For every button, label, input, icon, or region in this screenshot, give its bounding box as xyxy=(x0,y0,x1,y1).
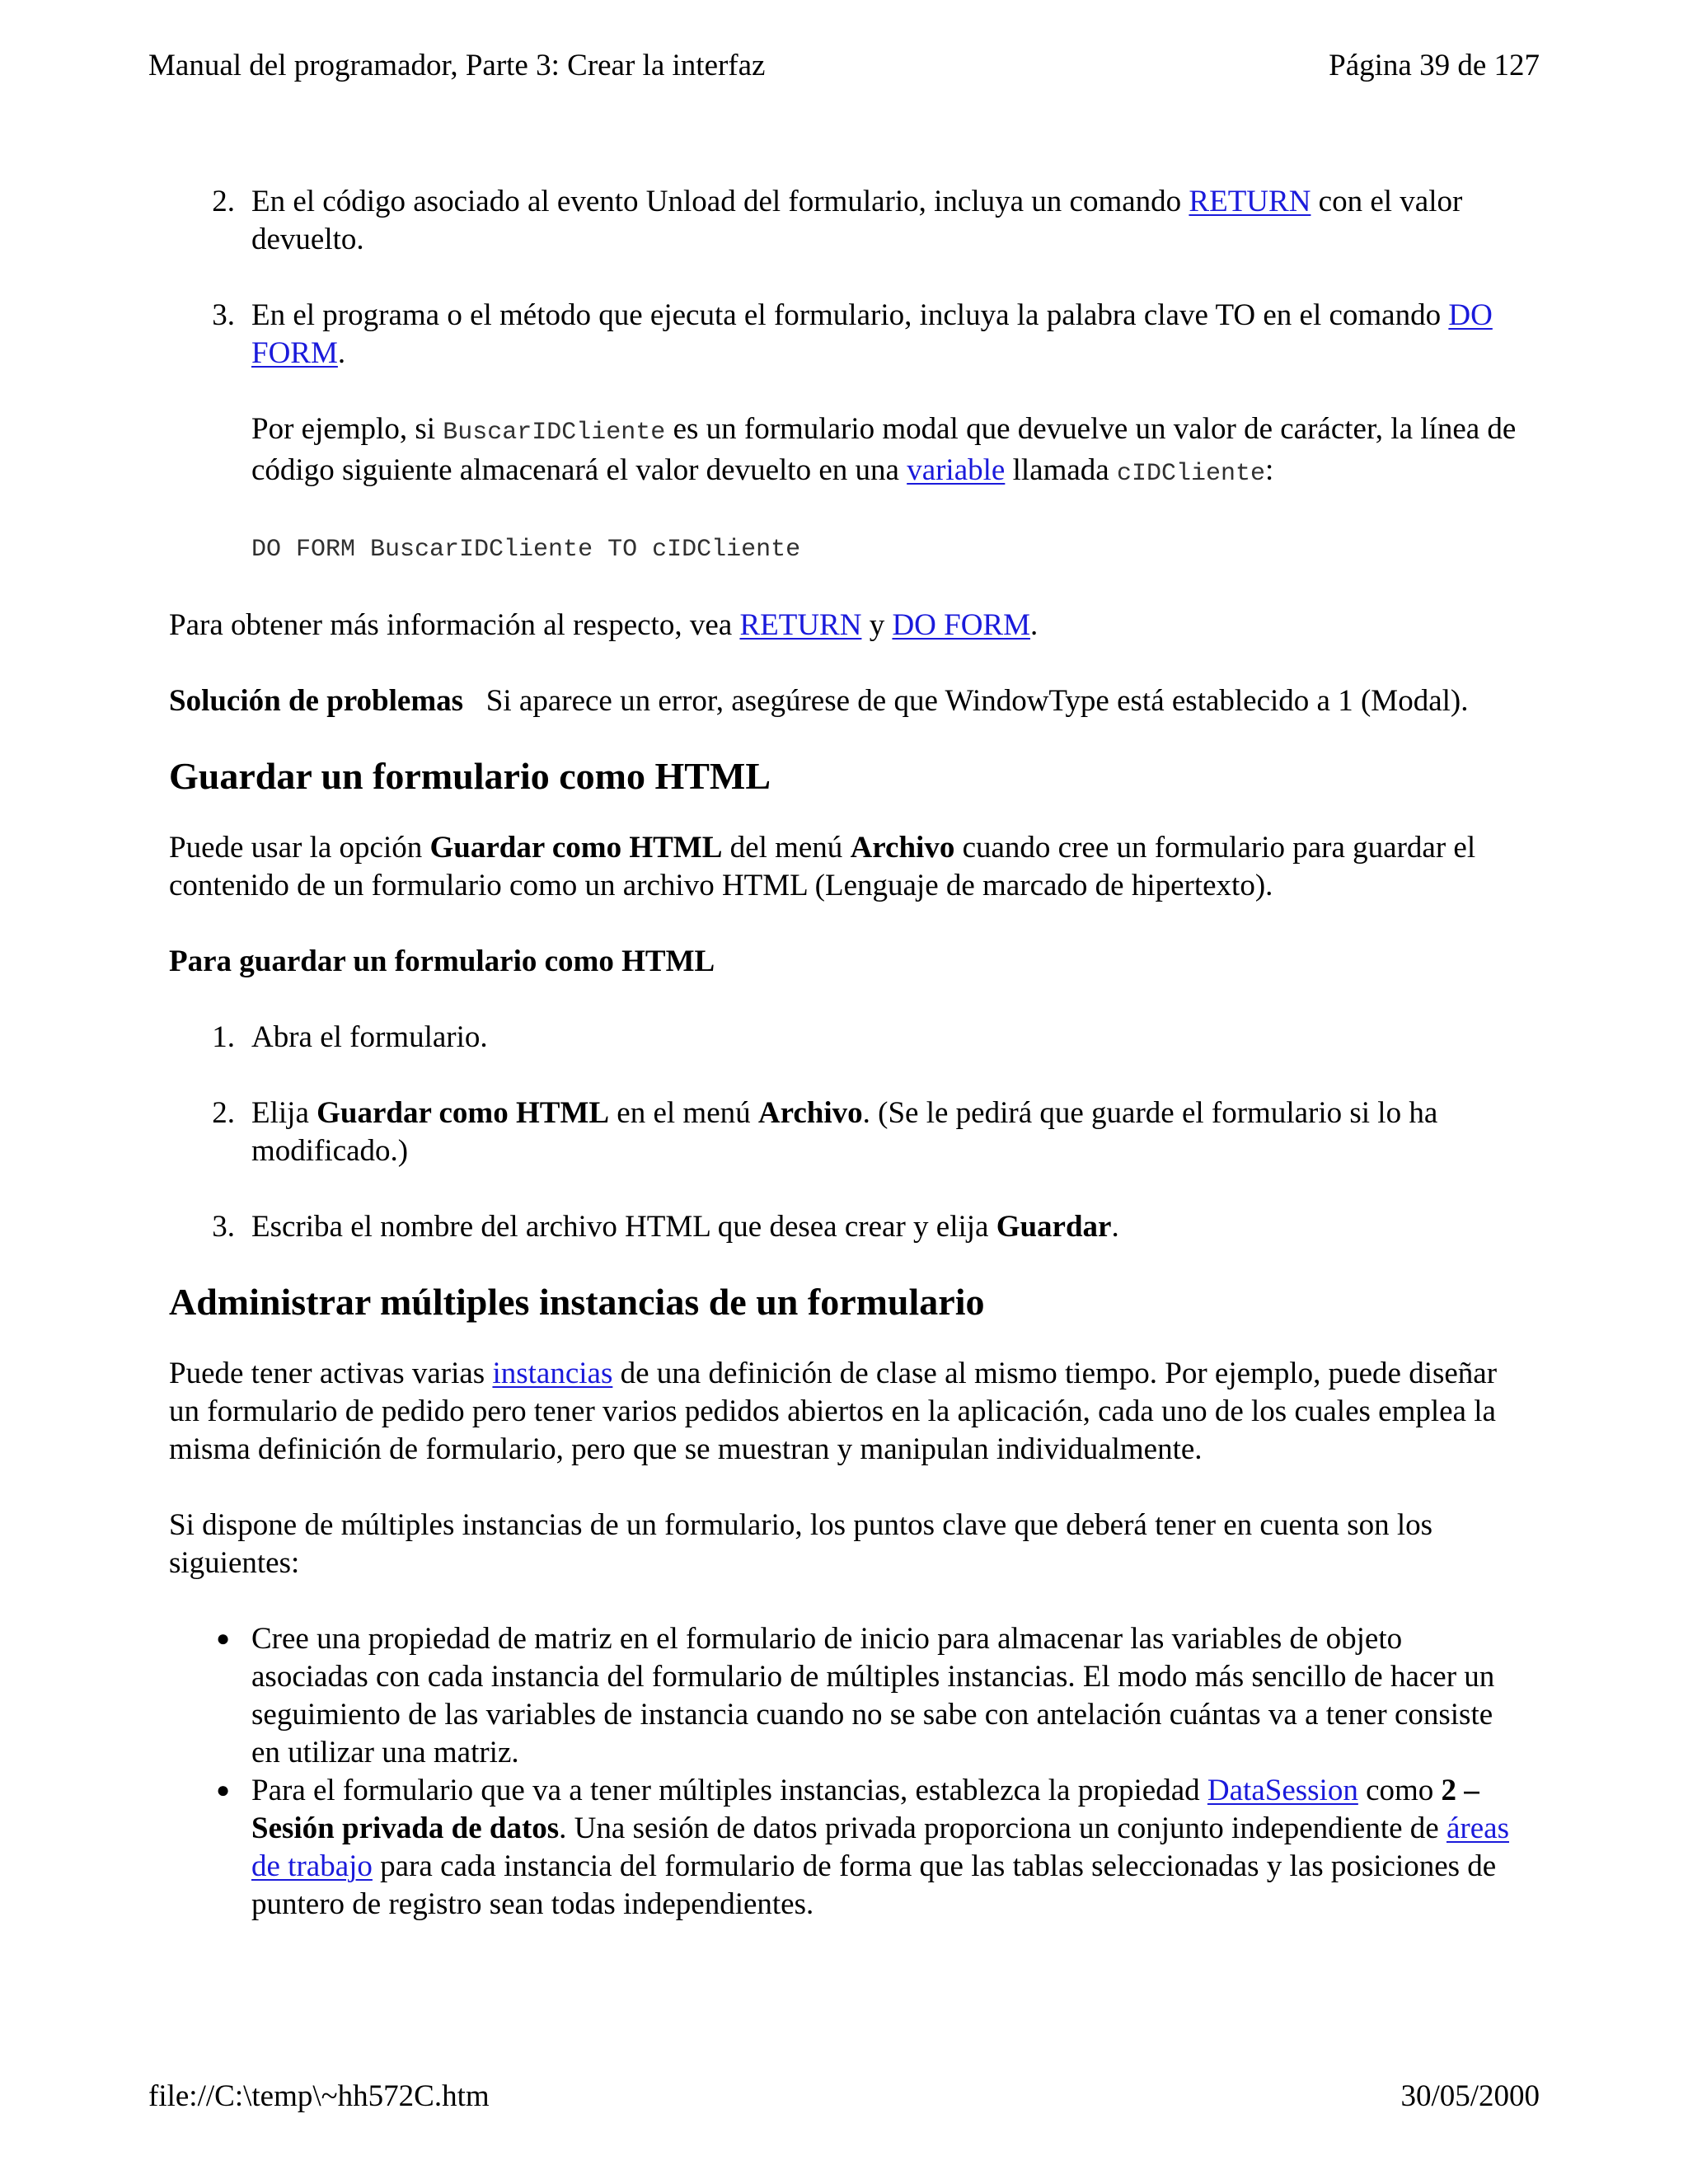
list-text: En el programa o el método que ejecuta el formulario, incluya la palabra clave TO en el comando DO FORM. xyxy=(251,298,1493,370)
code-block: DO FORM BuscarIDCliente TO cIDCliente xyxy=(251,536,801,564)
section-paragraph: Si dispone de múltiples instancias de un formulario, los puntos clave que deberá tener en cuenta son los siguientes: xyxy=(169,1508,1433,1580)
section-paragraph: Puede tener activas varias instancias de una definición de clase al mismo tiempo. Por ejemplo, puede diseñar un formulario de pedido pero tener varios pedidos abiertos en la aplicación, cada uno de los cuales emplea la misma definición de formulario, pero que se muestran y manipulan individualmente. xyxy=(169,1357,1498,1466)
file-path: file://C:\temp\~hh572C.htm xyxy=(148,2079,490,2113)
page-header xyxy=(148,48,1540,84)
page-number: Página 39 de 127 xyxy=(1329,49,1540,82)
do-form-link[interactable]: DO FORM xyxy=(251,298,1493,370)
datasession-link[interactable]: DataSession xyxy=(1207,1774,1358,1807)
more-info-paragraph: Para obtener más información al respecto, vea RETURN y DO FORM. xyxy=(169,608,1039,642)
variable-link[interactable]: variable xyxy=(907,453,1006,487)
troubleshooting-paragraph: Solución de problemas Si aparece un error, asegúrese de que WindowType está establecido a 1 (Modal). xyxy=(169,684,1469,718)
bullet-icon: ● xyxy=(216,1778,230,1803)
list-text: Elija Guardar como HTML en el menú Archivo. (Se le pedirá que guarde el formulario si lo ha modificado.) xyxy=(251,1096,1438,1168)
list-item xyxy=(169,1094,1521,1170)
return-link[interactable]: RETURN xyxy=(739,608,862,642)
list-number: 1. xyxy=(212,1020,235,1054)
document-body xyxy=(169,183,1521,1924)
inline-code: BuscarIDCliente xyxy=(443,419,666,447)
list-item xyxy=(169,1620,1521,1772)
list-text: Cree una propiedad de matriz en el formulario de inicio para almacenar las variables de objeto asociadas con cada instancia del formulario de múltiples instancias. El modo más sencillo de hacer un seguimiento de las variables de instancia cuando no se sabe con antelación cuántas va a tener consiste en utilizar una matriz. xyxy=(251,1622,1495,1769)
example-paragraph: Por ejemplo, si BuscarIDCliente es un formulario modal que devuelve un valor de carácter, la línea de código siguiente almacenará el valor devuelto en una variable llamada cIDCliente: xyxy=(251,412,1517,488)
inline-code: cIDCliente xyxy=(1116,460,1265,488)
procedure-heading: Para guardar un formulario como HTML xyxy=(169,944,715,978)
list-number: 2. xyxy=(212,1096,235,1130)
list-item xyxy=(169,1772,1521,1924)
page-footer xyxy=(148,2079,1540,2115)
list-item xyxy=(169,183,1521,259)
bullet-icon: ● xyxy=(216,1626,230,1652)
list-item xyxy=(169,1019,1521,1057)
list-text: En el código asociado al evento Unload del formulario, incluya un comando RETURN con el valor devuelto. xyxy=(251,185,1463,256)
document-title: Manual del programador, Parte 3: Crear la interfaz xyxy=(148,49,766,82)
print-date: 30/05/2000 xyxy=(1400,2079,1540,2113)
section-paragraph: Puede usar la opción Guardar como HTML del menú Archivo cuando cree un formulario para guardar el contenido de un formulario como un archivo HTML (Lenguaje de marcado de hipertexto). xyxy=(169,831,1476,902)
list-item xyxy=(169,1208,1521,1246)
list-number: 3. xyxy=(212,298,235,332)
list-number: 3. xyxy=(212,1210,235,1244)
instances-link[interactable]: instancias xyxy=(492,1357,613,1390)
do-form-link[interactable]: DO FORM xyxy=(892,608,1031,642)
list-text: Escriba el nombre del archivo HTML que desea crear y elija Guardar. xyxy=(251,1210,1119,1244)
list-item xyxy=(169,297,1521,373)
list-number: 2. xyxy=(212,185,235,218)
troubleshooting-label: Solución de problemas xyxy=(169,684,464,718)
list-text: Para el formulario que va a tener múltiples instancias, establezca la propiedad DataSession como 2 – Sesión privada de datos. Una sesión de datos privada proporciona un conjunto independiente de áreas de trabajo para cada instancia del formulario de forma que las tablas seleccionadas y las posiciones de puntero de registro sean todas independientes. xyxy=(251,1774,1509,1921)
section-heading: Guardar un formulario como HTML xyxy=(169,755,771,797)
work-areas-link[interactable]: áreas de trabajo xyxy=(251,1811,1509,1883)
list-text: Abra el formulario. xyxy=(251,1020,488,1054)
section-heading: Administrar múltiples instancias de un formulario xyxy=(169,1281,985,1323)
return-link[interactable]: RETURN xyxy=(1189,185,1311,218)
